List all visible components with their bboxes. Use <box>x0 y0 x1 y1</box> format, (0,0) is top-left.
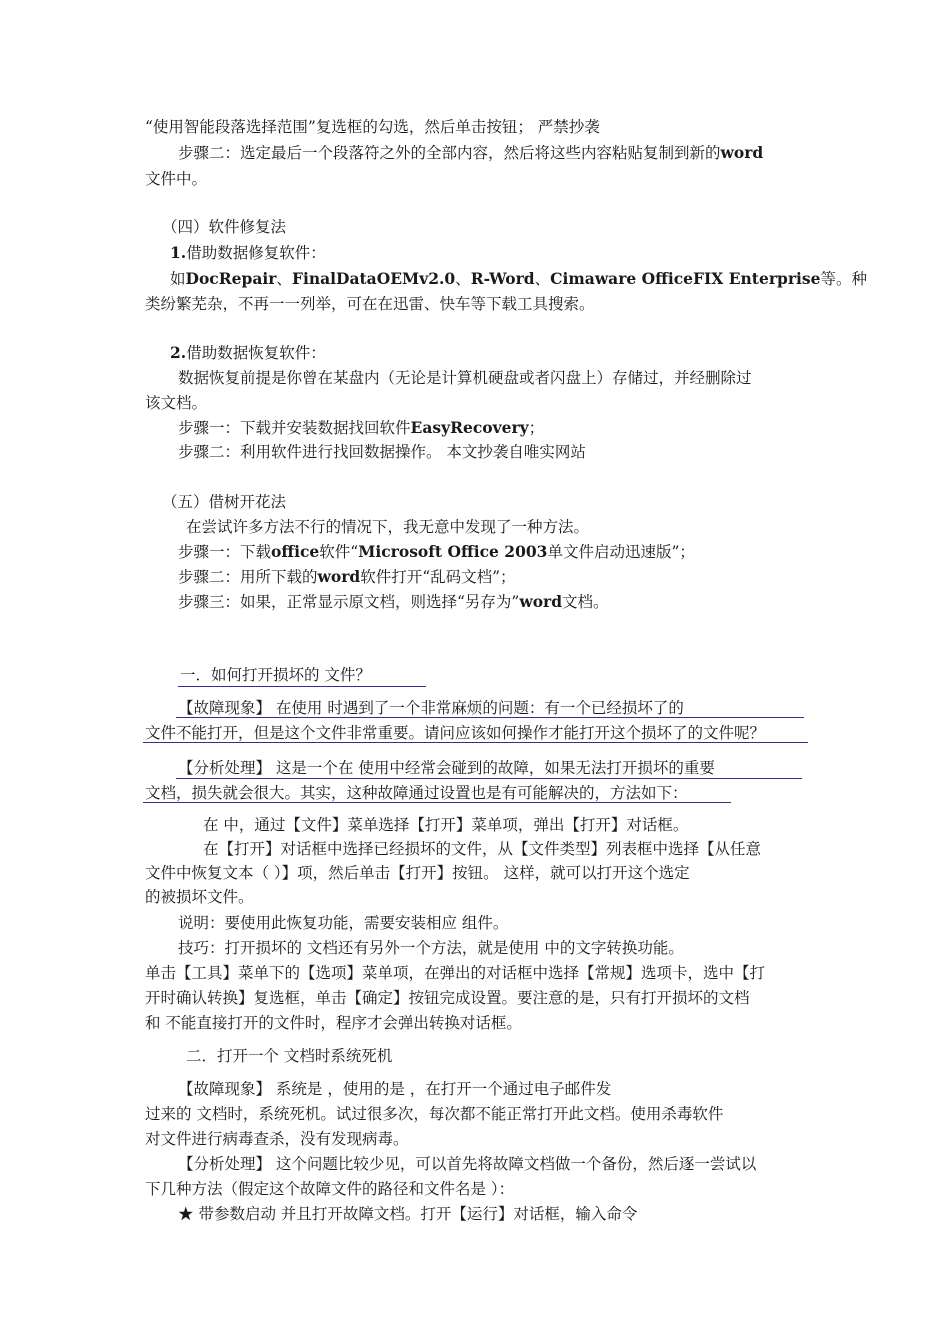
star-icon: ★ <box>178 1205 194 1223</box>
section-heading: 一．如何打开损坏的 文件？ <box>180 666 371 684</box>
text-line: 下几种方法（假定这个故障文件的路径和文件名是 ）： <box>145 1180 515 1198</box>
text-line: 数据恢复前提是你曾在某盘内（无论是计算机硬盘或者闪盘上）存储过，并经删除过 <box>178 369 752 387</box>
text-line: 过来的 文档时，系统死机。试过很多次，每次都不能正常打开此文档。使用杀毒软件 <box>145 1105 724 1123</box>
text-line: 步骤二：选定最后一个段落符之外的全部内容，然后将这些内容粘贴复制到新的word <box>178 143 764 162</box>
section-heading: （五）借树开花法 <box>162 493 287 511</box>
underline <box>178 686 426 687</box>
text-line: 对文件进行病毒查杀，没有发现病毒。 <box>145 1130 409 1148</box>
text-line: 【故障现象】 系统是 ，使用的是 ，在打开一个通过电子邮件发 <box>178 1080 612 1098</box>
text-line: 在【打开】对话框中选择已经损坏的文件，从【文件类型】列表框中选择【从任意 <box>203 840 762 858</box>
text-line: 单击【工具】菜单下的【选项】菜单项，在弹出的对话框中选择【常规】选项卡，选中【打 <box>145 964 766 982</box>
text-line: 开时确认转换】复选框，单击【确定】按钮完成设置。要注意的是，只有打开损坏的文档 <box>145 989 750 1007</box>
text-line: 和 不能直接打开的文件时，程序才会弹出转换对话框。 <box>145 1014 522 1032</box>
text-line: 的被损坏文件。 <box>145 888 254 906</box>
text-line: 步骤一：下载office软件“Microsoft Office 2003单文件启动迅速版”； <box>178 542 695 561</box>
text-line: 步骤三：如果，正常显示原文档，则选择“另存为”word文档。 <box>178 592 609 611</box>
text-line: 文档，损失就会很大。其实，这种故障通过设置也是有可能解决的，方法如下： <box>145 784 688 802</box>
text-line: ★ 带参数启动 并且打开故障文档。打开【运行】对话框，输入命令 <box>178 1205 638 1223</box>
text-line: 步骤二：利用软件进行找回数据操作。 本文抄袭自唯实网站 <box>178 443 586 461</box>
text-line: 技巧：打开损坏的 文档还有另外一个方法，就是使用 中的文字转换功能。 <box>178 939 684 957</box>
text-line: 步骤一：下载并安装数据找回软件EasyRecovery； <box>178 418 545 437</box>
section-heading: （四）软件修复法 <box>162 218 287 236</box>
text-line: 步骤二：用所下载的word软件打开“乱码文档”； <box>178 567 516 586</box>
text-line: 【分析处理】 这是一个在 使用中经常会碰到的故障，如果无法打开损坏的重要 <box>178 759 715 777</box>
text-line: 该文档。 <box>145 394 208 412</box>
text-line: 如DocRepair、FinalDataOEMv2.0、R-Word、Cimaware OfficeFIX Enterprise等。种 <box>170 269 867 288</box>
text-line: 【分析处理】 这个问题比较少见，可以首先将故障文档做一个备份，然后逐一尝试以 <box>178 1155 757 1173</box>
text-line: 文件中。 <box>145 170 208 188</box>
text-line: “使用智能段落选择范围”复选框的勾选，然后单击按钮； 严禁抄袭 <box>145 118 600 136</box>
underline <box>176 778 802 779</box>
section-heading: 二．打开一个 文档时系统死机 <box>186 1047 393 1065</box>
underline <box>176 717 804 718</box>
text-line: 在尝试许多方法不行的情况下，我无意中发现了一种方法。 <box>186 518 590 536</box>
subsection-heading: 1.借助数据修复软件： <box>170 243 326 262</box>
underline <box>143 742 808 743</box>
text-line: 说明：要使用此恢复功能，需要安装相应 组件。 <box>178 914 509 932</box>
text-line: 文件中恢复文本（ ）】项，然后单击【打开】按钮。 这样，就可以打开这个选定 <box>145 864 690 882</box>
text-line: 类纷繁芜杂，不再一一列举，可在在迅雷、快车等下载工具搜索。 <box>145 295 595 313</box>
text-line: 在 中，通过【文件】菜单选择【打开】菜单项，弹出【打开】对话框。 <box>203 816 689 834</box>
underline <box>143 802 731 803</box>
subsection-heading: 2.借助数据恢复软件： <box>170 343 326 362</box>
text-line: 文件不能打开，但是这个文件非常重要。请问应该如何操作才能打开这个损坏了的文件呢？ <box>145 724 766 742</box>
text-line: 【故障现象】 在使用 时遇到了一个非常麻烦的问题：有一个已经损坏了的 <box>178 699 684 717</box>
